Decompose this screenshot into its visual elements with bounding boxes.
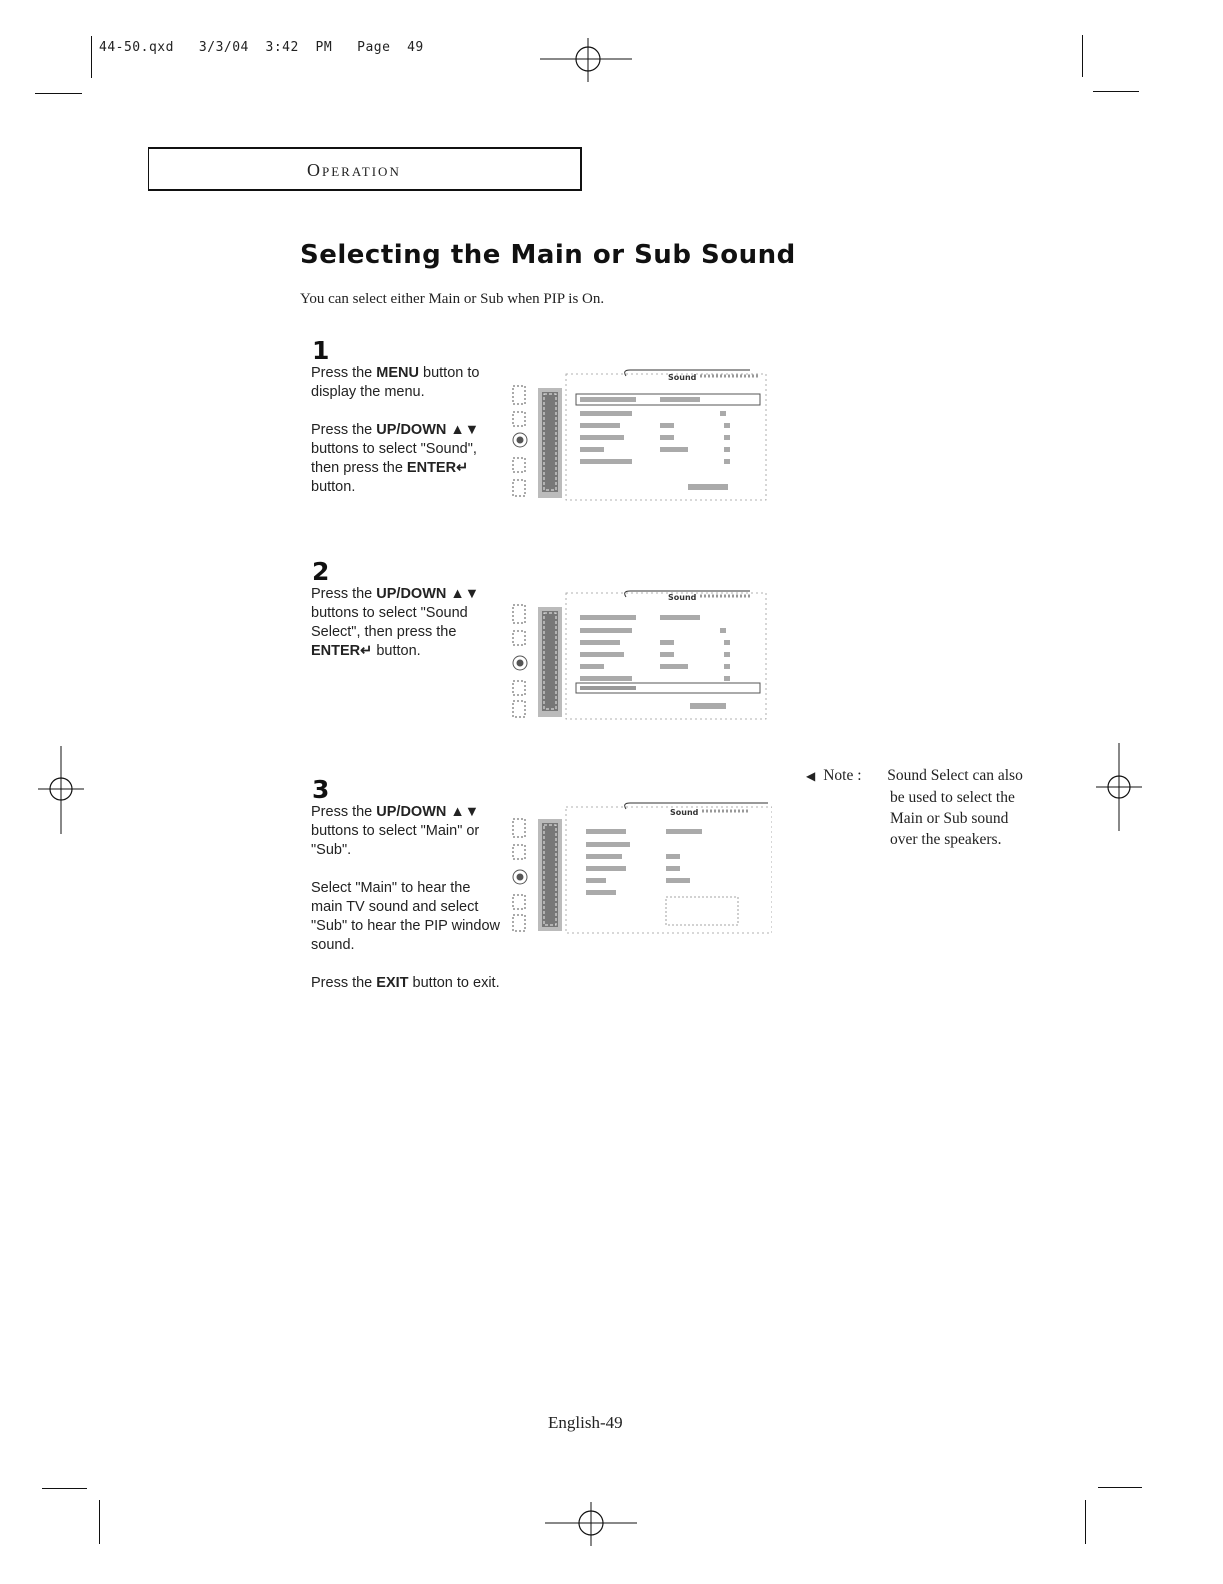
note-line: over the speakers.: [890, 831, 1002, 848]
osd-menu-title: Sound: [670, 808, 699, 817]
step-number: 1: [312, 336, 330, 365]
step-3-instructions: [311, 803, 501, 1012]
step-2-instructions: [311, 585, 501, 680]
step-paragraph: Press the MENU button to display the menu.: [311, 365, 480, 400]
left-triangle-icon: ◀: [806, 769, 816, 783]
side-note: [806, 765, 1023, 850]
step-1-instructions: [311, 364, 501, 516]
step-paragraph: Select "Main" to hear the main TV sound and select "Sub" to hear the PIP window sound.: [311, 880, 500, 953]
step-paragraph: Press the UP/DOWN ▲▼ buttons to select "Sound", then press the ENTER↵ button.: [311, 422, 480, 495]
step-number: 2: [312, 557, 330, 586]
note-line: be used to select the: [890, 789, 1015, 806]
osd-menu-screenshot: [510, 799, 772, 939]
crop-mark: [1093, 91, 1139, 92]
note-line: Main or Sub sound: [890, 810, 1009, 827]
step-paragraph: Press the EXIT button to exit.: [311, 975, 500, 991]
intro-text: You can select either Main or Sub when PIP is On.: [300, 291, 605, 307]
note-line: ◀ Note : Sound Select can also: [806, 767, 1023, 784]
crop-mark: [91, 36, 92, 78]
osd-side-tabs: [538, 388, 562, 498]
page-number: English-49: [548, 1413, 623, 1432]
step-paragraph: Press the UP/DOWN ▲▼ buttons to select "Sound Select", then press the ENTER↵ button.: [311, 586, 480, 659]
crop-mark: [1082, 35, 1083, 77]
registration-mark-left: [36, 744, 86, 836]
crop-mark: [1085, 1500, 1086, 1544]
osd-side-tabs: [538, 607, 562, 717]
print-slug: 44-50.qxd 3/3/04 3:42 PM Page 49: [99, 40, 424, 55]
osd-side-icons: [513, 386, 527, 496]
osd-menu-title: Sound: [668, 593, 697, 602]
registration-mark-top: [538, 36, 634, 84]
crop-mark: [42, 1488, 87, 1489]
crop-mark: [99, 1500, 100, 1544]
osd-menu-screenshot: [510, 366, 772, 506]
osd-menu-screenshot: [510, 585, 772, 725]
section-label: Operation: [307, 160, 401, 180]
step-number: 3: [312, 775, 330, 804]
osd-side-tabs: [538, 819, 562, 931]
crop-mark: [35, 93, 82, 94]
note-label: Note :: [823, 767, 862, 784]
registration-mark-bottom: [543, 1500, 639, 1548]
registration-mark-right: [1094, 741, 1144, 833]
step-paragraph: Press the UP/DOWN ▲▼ buttons to select "Main" or "Sub".: [311, 804, 480, 858]
osd-menu-title: Sound: [668, 373, 697, 382]
page-title: Selecting the Main or Sub Sound: [300, 240, 796, 270]
osd-side-icons: [513, 605, 527, 717]
crop-mark: [1098, 1487, 1142, 1488]
osd-side-icons: [513, 819, 527, 931]
